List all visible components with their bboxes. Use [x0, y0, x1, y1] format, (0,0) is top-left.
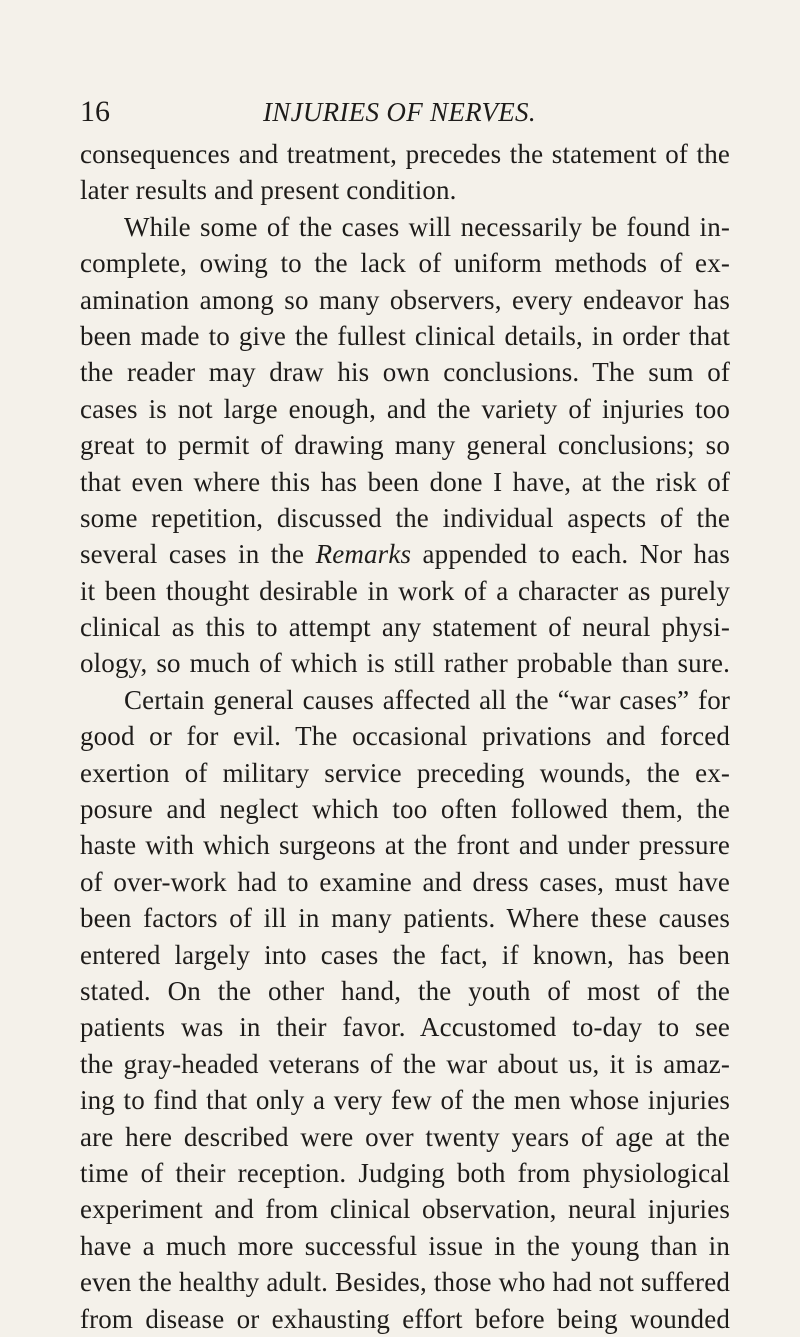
- text-line: been factors of ill in many patients. Where these causes: [80, 903, 730, 934]
- page-number: 16: [80, 95, 110, 128]
- text-line: have a much more successful issue in the young than in: [80, 1230, 730, 1261]
- text-run: appended to each. Nor has: [411, 539, 730, 570]
- text-line: ology, so much of which is still rather probable than sure.: [80, 648, 730, 679]
- text-line: ing to find that only a very few of the men whose injuries: [80, 1085, 730, 1116]
- text-line: good or for evil. The occasional privations and forced: [80, 721, 730, 752]
- text-line: been made to give the fullest clinical details, in order that: [80, 320, 730, 351]
- text-line: consequences and treatment, precedes the statement of the: [80, 139, 730, 169]
- text-line: Certain general causes affected all the “war cases” for: [124, 684, 730, 715]
- text-line: posure and neglect which too often followed them, the: [80, 794, 730, 825]
- text-line: exertion of military service preceding wounds, the ex-: [80, 757, 730, 788]
- text-line: the gray-headed veterans of the war about us, it is amaz-: [80, 1048, 730, 1079]
- text-line: patients was in their favor. Accustomed to-day to see: [80, 1012, 730, 1043]
- text-line: haste with which surgeons at the front and under pressure: [80, 830, 730, 861]
- text-line: that even where this has been done I have, at the risk of: [80, 466, 730, 497]
- text-line: [80, 536, 730, 572]
- text-line: from disease or exhausting effort before being wounded: [80, 1303, 730, 1334]
- text-line: entered largely into cases the fact, if known, has been: [80, 939, 730, 970]
- text-line: stated. On the other hand, the youth of most of the: [80, 975, 730, 1006]
- text-line: time of their reception. Judging both from physiological: [80, 1157, 730, 1188]
- text-line: of over-work had to examine and dress cases, must have: [80, 866, 730, 897]
- text-line: it been thought desirable in work of a character as purely: [80, 575, 730, 606]
- text-line: complete, owing to the lack of uniform methods of ex-: [80, 248, 730, 279]
- italic-term: Remarks: [315, 539, 412, 570]
- running-head: [80, 92, 730, 132]
- text-line: While some of the cases will necessarily be found in-: [124, 211, 730, 242]
- text-line: the reader may draw his own conclusions. The sum of: [80, 357, 730, 388]
- text-line: later results and present condition.: [80, 175, 457, 206]
- text-line: great to permit of drawing many general conclusions; so: [80, 430, 730, 461]
- text-line: even the healthy adult. Besides, those who had not suffered: [80, 1267, 730, 1298]
- text-line: experiment and from clinical observation, neural injuries: [80, 1194, 730, 1225]
- text-line: are here described were over twenty years of age at the: [80, 1121, 730, 1152]
- text-line: cases is not large enough, and the variety of injuries too: [80, 393, 730, 424]
- text-run: several cases in the: [80, 539, 316, 570]
- text-line: clinical as this to attempt any statement of neural physi-: [80, 612, 730, 643]
- text-line: amination among so many observers, every endeavor has: [80, 284, 730, 315]
- running-title: INJURIES OF NERVES.: [263, 97, 536, 127]
- text-line: some repetition, discussed the individual aspects of the: [80, 502, 730, 533]
- body-text: [80, 136, 730, 1337]
